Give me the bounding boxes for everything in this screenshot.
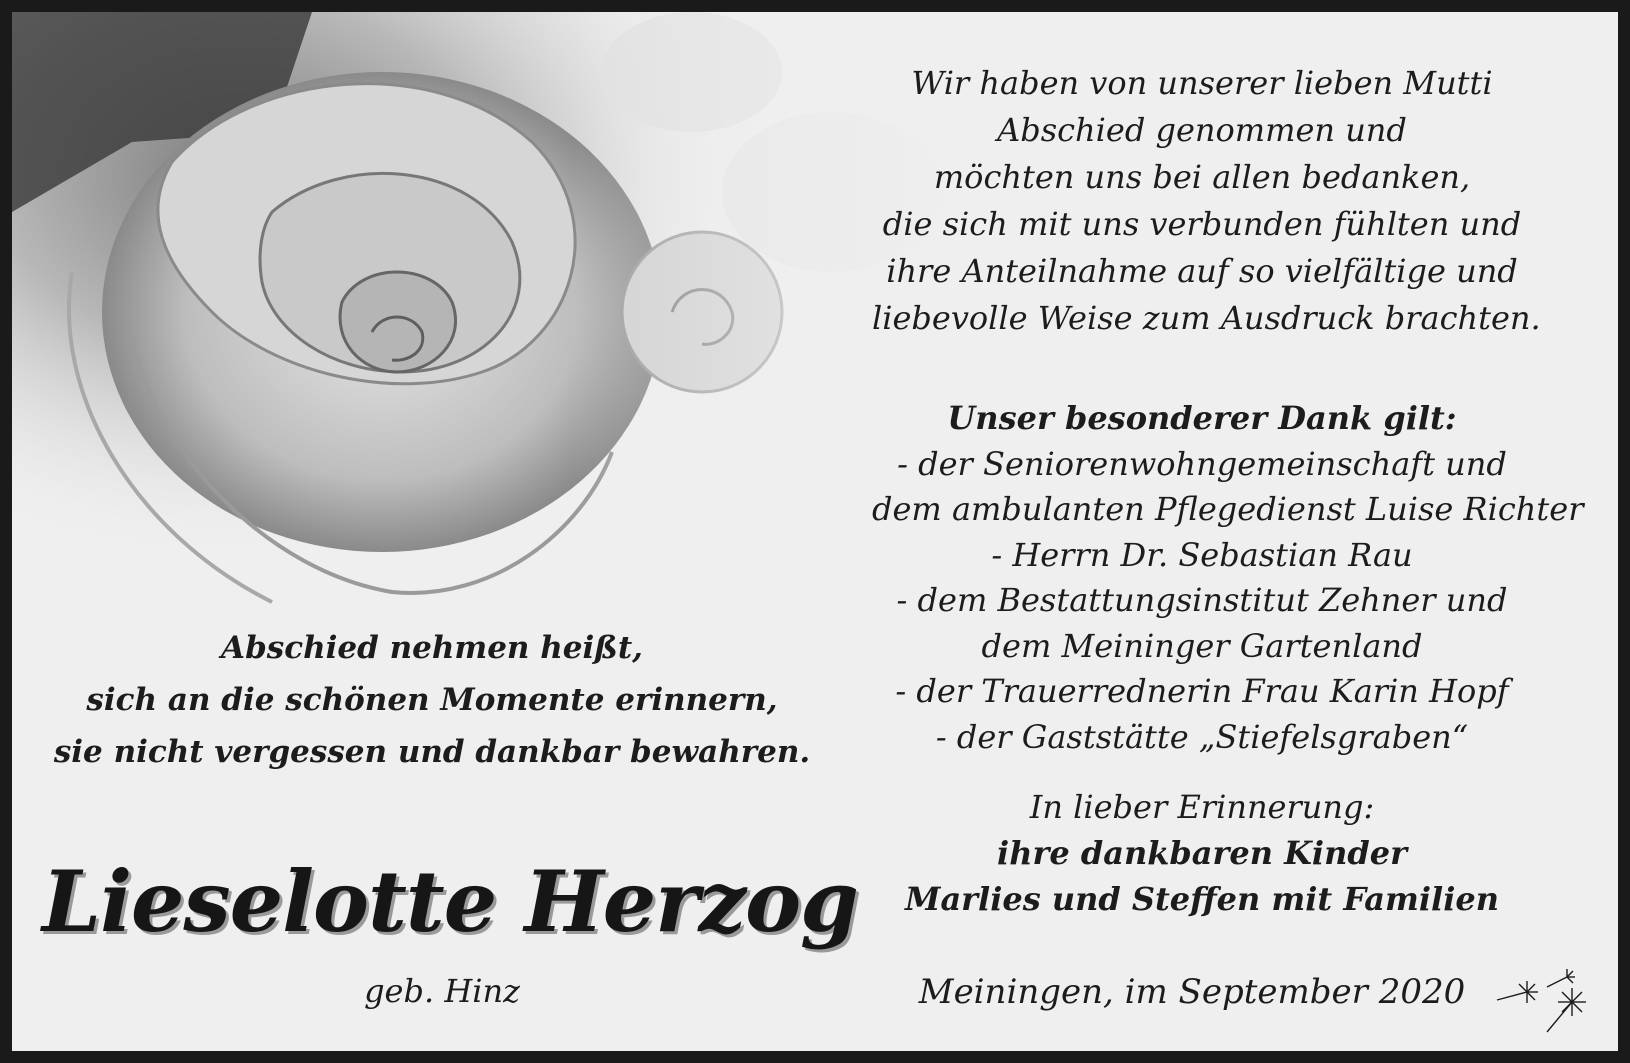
birth-name: geb. Hinz [364,972,520,1010]
special-thanks-heading: Unser besonderer Dank gilt: [947,399,1457,437]
thanks-text [872,60,1541,342]
remembrance-intro: In lieber Erinnerung: [1029,788,1375,826]
farewell-quote [52,622,812,778]
special-thanks-line: - dem Bestattungsinstitut Zehner und [896,581,1508,619]
remembrance-families: Marlies und Steffen mit Familien [905,880,1499,918]
special-thanks-line: dem Meininger Gartenland [981,626,1423,665]
place-date: Meiningen, im September 2020 [918,972,1466,1012]
quote-line: sich an die schönen Momente erinnern, [86,682,778,718]
special-thanks-line: - Herrn Dr. Sebastian Rau [991,535,1413,574]
thanks-line: ihre Anteilnahme auf so vielfältige und [886,252,1518,290]
special-thanks-line: dem ambulanten Pflegedienst Luise Richter [872,490,1584,528]
special-thanks-line: - der Seniorenwohngemeinschaft und [897,444,1507,483]
thanks-line: Wir haben von unserer lieben Mutti [911,64,1493,102]
thanks-line: die sich mit uns verbunden fühlten und [882,205,1522,243]
obituary-card [12,12,1618,1051]
special-thanks-line: - der Trauerrednerin Frau Karin Hopf [895,672,1509,710]
quote-line: Abschied nehmen heißt, [221,630,643,666]
deceased-name: Lieselotte Herzog [42,852,858,951]
special-thanks [872,396,1584,760]
remembrance [872,784,1532,922]
remembrance-children: ihre dankbaren Kinder [997,834,1407,872]
quote-line: sie nicht vergessen und dankbar bewahren. [53,734,811,770]
thanks-line: möchten uns bei allen bedanken, [933,158,1471,196]
thanks-line: liebevolle Weise zum Ausdruck brachten. [872,299,1541,337]
dandelion-seeds-icon [1482,932,1602,1051]
special-thanks-line: - der Gaststätte „Stiefelsgraben“ [935,717,1469,756]
thanks-line: Abschied genommen und [997,111,1407,149]
